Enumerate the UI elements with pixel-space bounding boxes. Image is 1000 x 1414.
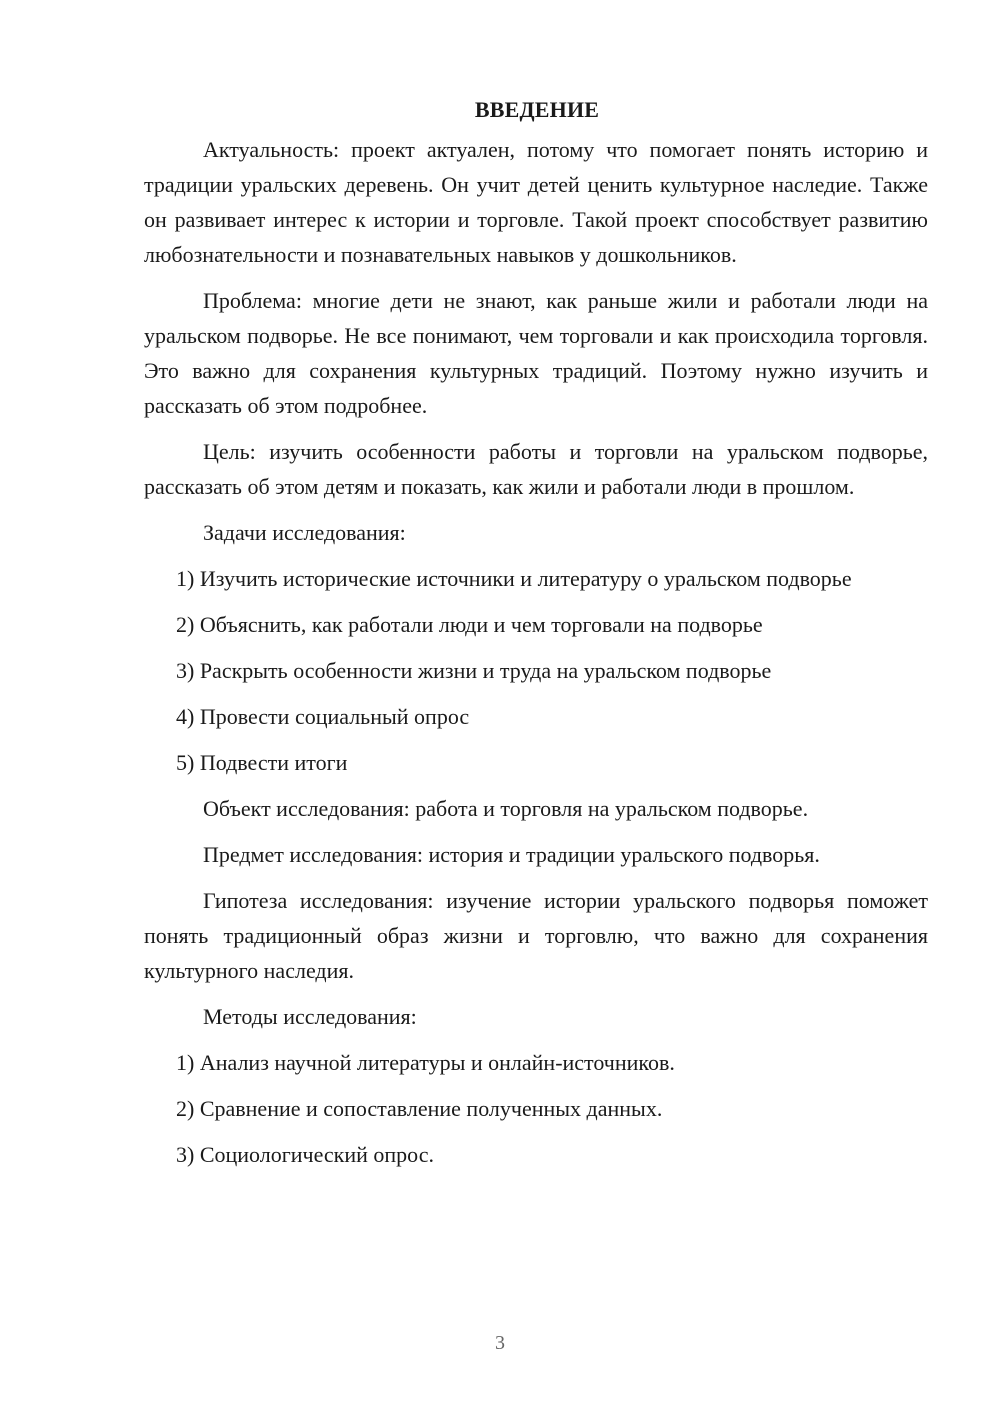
task-item: 1) Изучить исторические источники и литературу о уральском подворье	[176, 566, 852, 591]
section-title: ВВЕДЕНИЕ	[474, 97, 600, 122]
goal-paragraph: Цель: изучить особенности работы и торговли на уральском подворье, рассказать об этом детям и показать, как жили и работали люди в прошлом.	[144, 439, 928, 499]
problem-paragraph: Проблема: многие дети не знают, как раньше жили и работали люди на уральском подворье. Не все понимают, чем торговали и как происходила торговля. Это важно для сохранения культурных традиций. Поэтому нужно изучить и рассказать об этом подробнее.	[144, 288, 928, 418]
task-item: 2) Объяснить, как работали люди и чем торговали на подворье	[176, 612, 763, 637]
task-item: 3) Раскрыть особенности жизни и труда на уральском подворье	[176, 658, 772, 683]
task-item: 5) Подвести итоги	[176, 750, 348, 775]
relevance-paragraph: Актуальность: проект актуален, потому что помогает понять историю и традиции уральских деревень. Он учит детей ценить культурное наследие. Также он развивает интерес к истории и торговле. Такой проект способствует развитию любознательности и познавательных навыков у дошкольников.	[144, 137, 928, 267]
hypothesis-paragraph: Гипотеза исследования: изучение истории уральского подворья поможет понять традиционный образ жизни и торговлю, что важно для сохранения культурного наследия.	[144, 888, 928, 983]
object-paragraph: Объект исследования: работа и торговля на уральском подворье.	[203, 796, 809, 821]
method-item: 2) Сравнение и сопоставление полученных данных.	[176, 1096, 663, 1121]
document-page	[144, 88, 928, 1183]
method-item: 3) Социологический опрос.	[176, 1142, 434, 1167]
methods-heading: Методы исследования:	[203, 1004, 417, 1029]
method-item: 1) Анализ научной литературы и онлайн-источников.	[176, 1050, 675, 1075]
tasks-heading: Задачи исследования:	[203, 520, 406, 545]
page-number: 3	[495, 1332, 505, 1354]
subject-paragraph: Предмет исследования: история и традиции уральского подворья.	[203, 842, 820, 867]
task-item: 4) Провести социальный опрос	[176, 704, 470, 729]
